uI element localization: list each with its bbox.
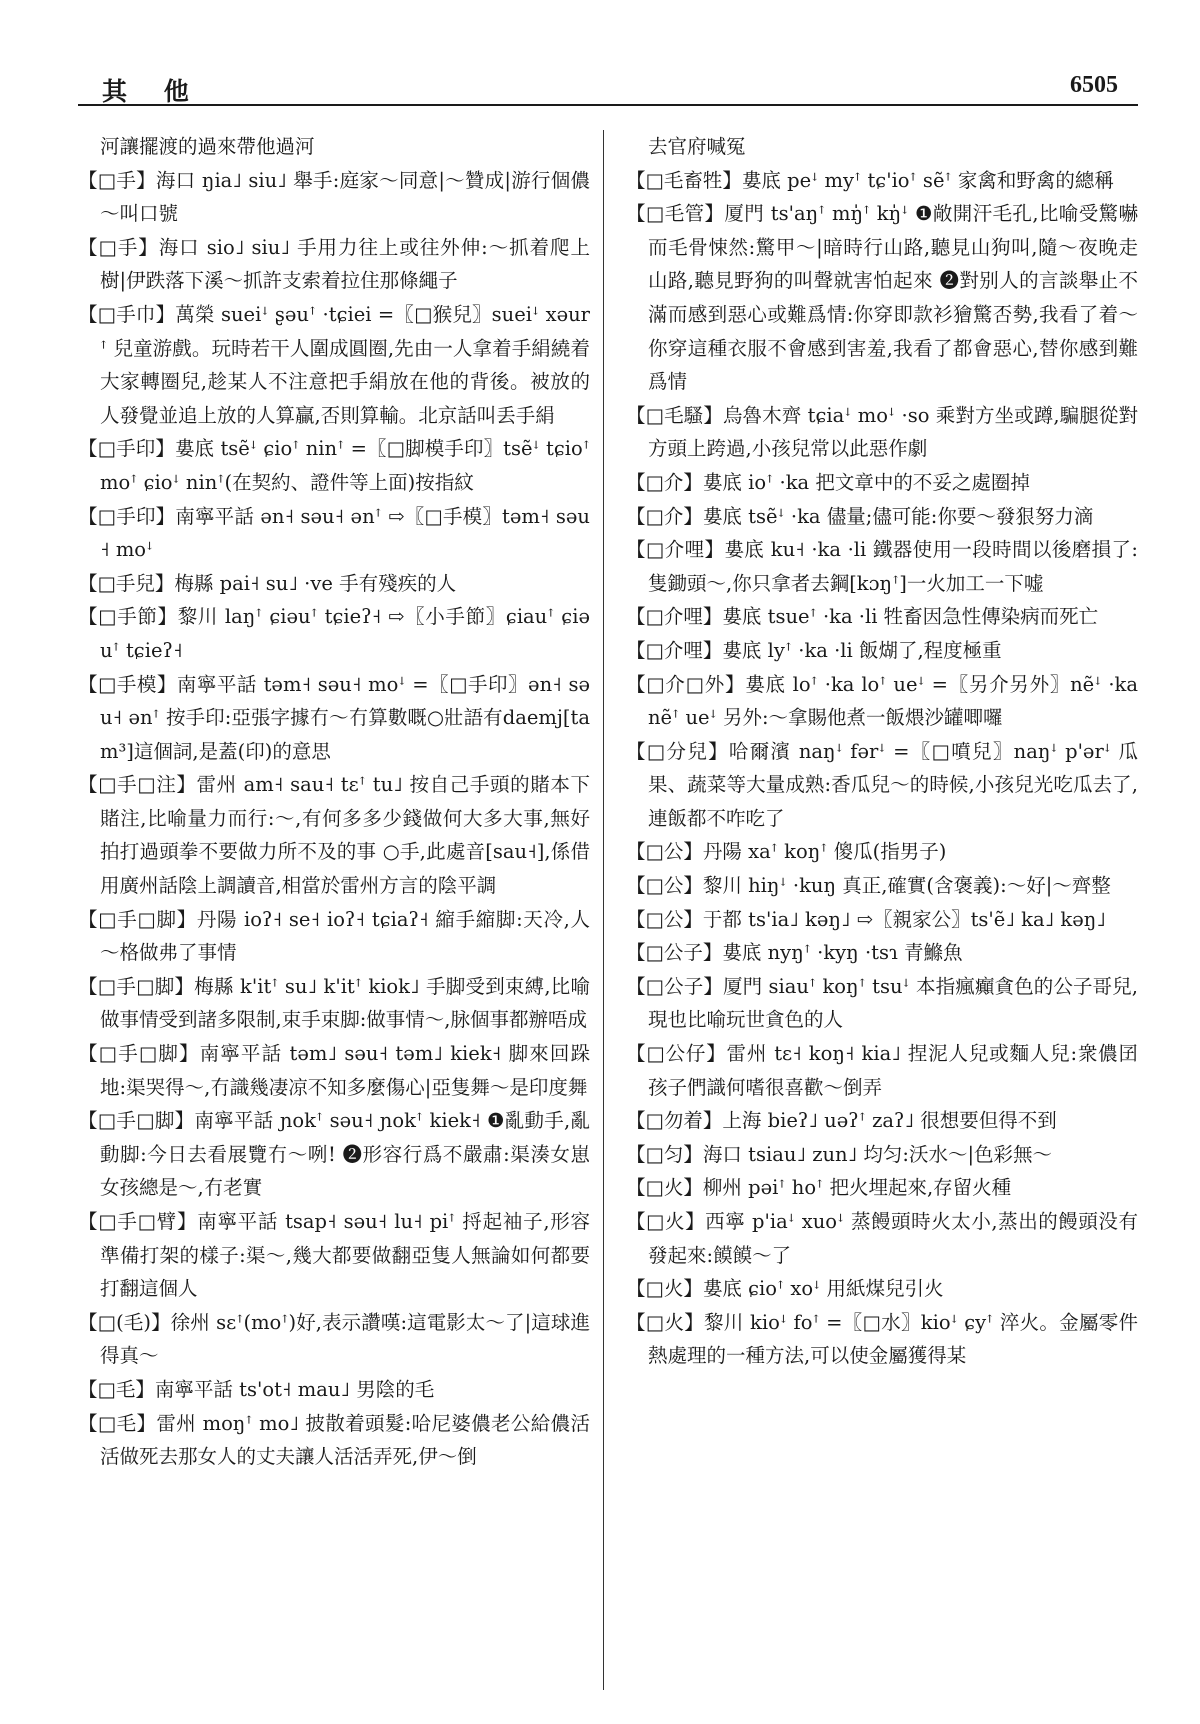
dictionary-entry: 【□介】婁底 ioꜛ ·ka 把文章中的不妥之處圈掉 [626, 470, 1030, 494]
dictionary-entry: 【□手□脚】梅縣 k'itꜛ su˩ k'itꜛ kiok˩ 手脚受到束縛,比喻做事情受到諸多限制,束手束脚:做事情～,脉個事都辦唔成 [78, 974, 590, 1032]
column-divider [603, 130, 604, 1690]
dictionary-entry: 【□手巾】萬榮 sueiꜜ ʂəuꜛ ·tɕiei =〖□猴兒〗sueiꜜ xəurꜛ 兒童游戲。玩時若干人圍成圓圈,先由一人拿着手絹繞着大家轉圈兒,趁某人不注意把手絹放在他的背後。被放的人發覺並追上放的人算贏,否則算輸。北京話叫丢手絹 [78, 302, 590, 427]
dictionary-entry: 【□手】海口 sio˩ siu˩ 手用力往上或往外伸:～抓着爬上樹|伊跌落下溪～抓許支索着拉住那條繩子 [78, 235, 590, 293]
dictionary-entry: 【□手□脚】南寧平話 ɲokꜛ səu˧ ɲokꜛ kiek˧ ❶亂動手,亂動脚:今日去看展覽冇～咧! ❷形容行爲不嚴肅:渠湊女崽女孩總是～,冇老實 [78, 1109, 590, 1200]
dictionary-entry: 【□(毛)】徐州 sɛꜛ(moꜛ)好,表示讚嘆:這電影太～了|這球進得真～ [78, 1310, 590, 1368]
dictionary-entry: 【□手兒】梅縣 pai˧ su˩ ·ve 手有殘疾的人 [78, 571, 457, 595]
dictionary-entry: 【□公子】婁底 nyŋꜛ ·kyŋ ·tsɿ 青鰷魚 [626, 941, 963, 965]
dictionary-entry: 【□毛騷】烏魯木齊 tɕiaꜜ moꜜ ·so 乘對方坐或蹲,騙腿從對方頭上跨過,小孩兒常以此惡作劇 [626, 403, 1138, 461]
dictionary-entry: 【□毛】雷州 moŋꜛ mo˩ 披散着頭髮:哈尼婆儂老公給儂活活做死去那女人的丈夫讓人活活弄死,伊～倒 [78, 1411, 590, 1469]
dictionary-entry: 【□公】于都 ts'ia˩ kəŋ˩ ⇨〖親家公〗ts'ẽ˩ ka˩ kəŋ˩ [626, 907, 1106, 931]
dictionary-entry: 【□手□注】雷州 am˧ sau˧ tɛꜛ tu˩ 按自己手頭的賭本下賭注,比喻量力而行:～,有何多多少錢做何大多大事,無好拍打過頭拳不要做力所不及的事 ○手,此處音[sau˧],係借用廣州話陰上調讀音,相當於雷州方言的陰平調 [78, 773, 590, 898]
dictionary-entry: 【□火】婁底 ɕioꜛ xoꜜ 用紙煤兒引火 [626, 1277, 944, 1301]
page-header [78, 62, 1138, 106]
dictionary-entry: 【□手□臂】南寧平話 tsap˧ səu˧ lu˧ piꜛ 捋起袖子,形容準備打架的樣子:渠～,幾大都要做翻亞隻人無論如何都要打翻這個人 [78, 1210, 590, 1301]
dictionary-entry: 【□手印】南寧平話 ən˧ səu˧ ənꜛ ⇨〖□手模〗təm˧ səu˧ moꜜ [78, 504, 590, 562]
dictionary-entry: 【□毛管】厦門 ts'aŋꜛ mŋ̍ꜛ kŋ̍ꜜ ❶敞開汗毛孔,比喻受驚嚇而毛骨悚然:驚甲～|暗時行山路,聽見山狗叫,隨～夜晚走山路,聽見野狗的叫聲就害怕起來 ❷對别人的言談舉止不滿而感到惡心或難爲情:你穿即款衫獪驚否勢,我看了着～你穿這種衣服不會感到害羞,我看了都會惡心,替你感到難爲情 [626, 202, 1138, 394]
dictionary-entry: 【□勿着】上海 bieʔ˩ uəʔꜛ zaʔ˩ 很想要但得不到 [626, 1109, 1057, 1133]
dictionary-entry: 【□分兒】哈爾濱 naŋꜜ fərꜜ =〖□噴兒〗naŋꜜ p'ərꜜ 瓜果、蔬菜等大量成熟:香瓜兒～的時候,小孩兒光吃瓜去了,連飯都不咋吃了 [626, 739, 1138, 830]
dictionary-entry: 【□介□外】婁底 loꜛ ·ka loꜛ ueꜜ =〖另介另外〗nẽꜜ ·ka nẽꜛ ueꜜ 另外:～拿賜他煮一飯煨沙罐唧囉 [626, 672, 1138, 730]
dictionary-entry: 【□手】海口 ŋia˩ siu˩ 舉手:庭家～同意|～贊成|游行個儂～叫口號 [78, 168, 590, 226]
dictionary-entry: 【□手節】黎川 laŋꜛ ɕiəuꜛ tɕieʔ˧ ⇨〖小手節〗ɕiauꜛ ɕiəuꜛ tɕieʔ˧ [78, 605, 590, 662]
dictionary-entry: 【□介哩】婁底 ku˧ ·ka ·li 鐵器使用一段時間以後磨損了:隻鋤頭～,你只拿者去鋼[kɔŋꜛ]一火加工一下嘘 [626, 538, 1138, 595]
dictionary-entry: 【□介哩】婁底 tsueꜛ ·ka ·li 牲畜因急性傳染病而死亡 [626, 605, 1099, 629]
dictionary-entry: 【□公】黎川 hiŋꜜ ·kuŋ 真正,確實(含褒義):～好|～齊整 [626, 874, 1111, 898]
dictionary-entry: 【□公】丹陽 xaꜛ koŋꜛ 傻瓜(指男子) [626, 840, 947, 864]
left-column [78, 130, 590, 1710]
dictionary-entry: 【□手□脚】丹陽 ioʔ˧ se˧ ioʔ˧ tɕiaʔ˧ 縮手縮脚:天冷,人～格做弗了事情 [78, 907, 590, 965]
dictionary-entry: 【□介哩】婁底 lyꜛ ·ka ·li 飯煳了,程度極重 [626, 638, 1002, 662]
dictionary-entry: 【□手印】婁底 tsẽꜜ ɕioꜛ ninꜛ =〖□脚模手印〗tsẽꜜ tɕioꜛ moꜛ ɕioꜜ ninꜛ(在契約、證件等上面)按指紋 [78, 437, 590, 494]
section-title: 其 他 [102, 77, 203, 106]
header-rule [78, 104, 1138, 106]
dictionary-entry: 【□毛】南寧平話 ts'ot˧ mau˩ 男陰的毛 [78, 1377, 435, 1401]
dictionary-entry: 【□手模】南寧平話 təm˧ səu˧ moꜜ =〖□手印〗ən˧ səu˧ ənꜛ 按手印:亞張字據冇～冇算數嘅○壯語有daemj[tam³]這個詞,是蓋(印)的意思 [78, 672, 590, 763]
dictionary-entry: 【□火】柳州 pəiꜛ hoꜛ 把火埋起來,存留火種 [626, 1176, 1012, 1200]
dictionary-entry: 【□公子】厦門 siauꜛ koŋꜛ tsuꜜ 本指瘋癲貪色的公子哥兒,現也比喻玩世貪色的人 [626, 974, 1138, 1032]
entry-continuation: 河讓擺渡的過來帶他過河 [100, 135, 315, 158]
dictionary-entry: 【□毛畜牲】婁底 peꜜ myꜛ tɕ'ioꜛ sẽꜛ 家禽和野禽的總稱 [626, 168, 1114, 192]
page-number: 6505 [1070, 72, 1118, 98]
dictionary-entry: 【□火】西寧 p'iaꜜ xuoꜜ 蒸饅頭時火太小,蒸出的饅頭没有發起來:饃饃～了 [626, 1210, 1138, 1267]
dictionary-entry: 【□手□脚】南寧平話 təm˩ səu˧ təm˩ kiek˧ 脚來回跺地:渠哭得～,冇識幾凄凉不知多麼傷心|亞隻舞～是印度舞 [78, 1042, 590, 1099]
dictionary-entry: 【□火】黎川 kioꜜ foꜛ =〖□水〗kioꜜ ɕyꜛ 淬火。金屬零件熱處理的一種方法,可以使金屬獲得某 [626, 1310, 1138, 1368]
dictionary-entry: 【□匀】海口 tsiau˩ zun˩ 均匀:沃水～|色彩無～ [626, 1142, 1053, 1166]
right-column [626, 130, 1138, 1710]
entry-continuation: 去官府喊冤 [648, 135, 746, 158]
dictionary-entry: 【□介】婁底 tsẽꜜ ·ka 儘量;儘可能:你要～發狠努力滴 [626, 504, 1094, 528]
dictionary-entry: 【□公仔】雷州 tɛ˧ koŋ˧ kia˩ 捏泥人兒或麵人兒:衆儂囝孩子們識何嗜很喜歡～倒弄 [626, 1042, 1138, 1099]
